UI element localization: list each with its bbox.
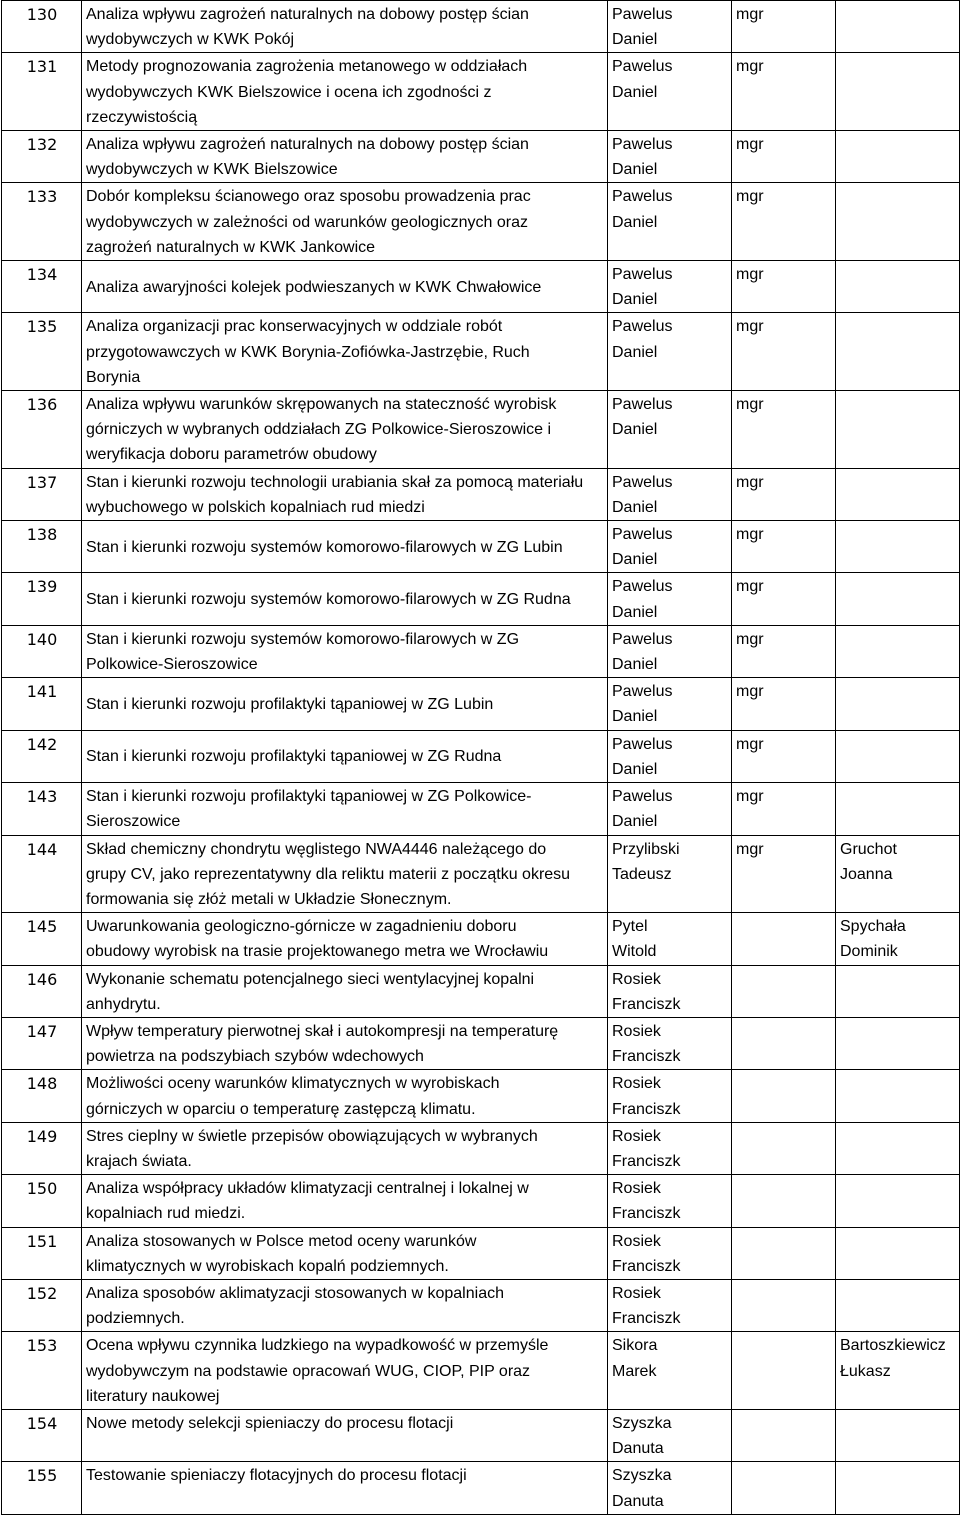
row-number: 133	[2, 183, 82, 261]
promoter-name-line: Rosiek	[612, 1127, 661, 1145]
row-number: 134	[2, 261, 82, 313]
degree-label: mgr	[732, 131, 836, 183]
promoter-name-line: Pawelus	[612, 318, 673, 336]
promoter-name	[608, 678, 732, 730]
thesis-title-line: weryfikacja doboru parametrów obudowy	[86, 446, 377, 464]
reviewer-name	[836, 573, 960, 625]
promoter-name-line: Pytel	[612, 918, 648, 936]
degree-label: mgr	[732, 313, 836, 391]
thesis-title	[82, 1279, 608, 1331]
promoter-name	[608, 1122, 732, 1174]
promoter-name	[608, 1175, 732, 1227]
promoter-name-line: Franciszk	[612, 1048, 681, 1066]
promoter-name	[608, 965, 732, 1017]
degree-label: mgr	[732, 783, 836, 835]
promoter-name	[608, 783, 732, 835]
promoter-name-line: Pawelus	[612, 526, 673, 544]
reviewer-name-line: Joanna	[840, 865, 893, 883]
thesis-title-line: wydobywczych w KWK Bielszowice	[86, 161, 338, 179]
thesis-table-body	[2, 1, 960, 1515]
table-row	[2, 1122, 960, 1174]
promoter-name-line: Pawelus	[612, 683, 673, 701]
thesis-title	[82, 730, 608, 782]
thesis-title	[82, 391, 608, 469]
promoter-name-line: Daniel	[612, 656, 658, 674]
thesis-title-line: podziemnych.	[86, 1310, 185, 1328]
thesis-title-line: kopalniach rud miedzi.	[86, 1205, 246, 1223]
reviewer-name-line: Gruchot	[840, 840, 897, 858]
promoter-name-line: Pawelus	[612, 266, 673, 284]
thesis-title-line: krajach świata.	[86, 1152, 192, 1170]
thesis-title	[82, 521, 608, 573]
thesis-title-line: Ocena wpływu czynnika ludzkiego na wypadkowość w przemyśle	[86, 1337, 549, 1355]
reviewer-name	[836, 391, 960, 469]
table-row	[2, 625, 960, 677]
reviewer-name	[836, 783, 960, 835]
row-number: 141	[2, 678, 82, 730]
thesis-title	[82, 573, 608, 625]
thesis-title-line: Stan i kierunki rozwoju systemów komorowo-filarowych w ZG	[86, 630, 520, 648]
degree-label: mgr	[732, 391, 836, 469]
degree-label: mgr	[732, 468, 836, 520]
promoter-name-line: Rosiek	[612, 1232, 661, 1250]
reviewer-name-line: Bartoszkiewicz	[840, 1337, 946, 1355]
thesis-title	[82, 625, 608, 677]
promoter-name-line: Daniel	[612, 343, 658, 361]
degree-label	[732, 1332, 836, 1410]
promoter-name-line: Szyszka	[612, 1414, 672, 1432]
reviewer-name	[836, 730, 960, 782]
thesis-title-line: Stan i kierunki rozwoju profilaktyki tąpaniowej w ZG Lubin	[86, 695, 494, 713]
degree-label: mgr	[732, 835, 836, 913]
thesis-title	[82, 1175, 608, 1227]
promoter-name-line: Pawelus	[612, 735, 673, 753]
thesis-title-line: Testowanie spieniaczy flotacyjnych do procesu flotacji	[86, 1467, 467, 1485]
degree-label	[732, 913, 836, 965]
thesis-title-line: Analiza awaryjności kolejek podwieszanych w KWK Chwałowice	[86, 278, 542, 296]
promoter-name-line: Danuta	[612, 1440, 664, 1458]
promoter-name-line: Witold	[612, 943, 657, 961]
promoter-name	[608, 1017, 732, 1069]
thesis-title-line: klimatycznych w wyrobiskach kopalń podziemnych.	[86, 1257, 449, 1275]
thesis-title-line: Wykonanie schematu potencjalnego sieci wentylacyjnej kopalni	[86, 970, 535, 988]
promoter-name-line: Franciszk	[612, 1152, 681, 1170]
reviewer-name	[836, 835, 960, 913]
degree-label	[732, 1462, 836, 1514]
table-row	[2, 1227, 960, 1279]
promoter-name-line: Daniel	[612, 83, 658, 101]
table-row	[2, 730, 960, 782]
row-number: 146	[2, 965, 82, 1017]
table-row	[2, 783, 960, 835]
thesis-title-line: grupy CV, jako reprezentatywny dla reliktu materii z początku okresu	[86, 865, 571, 883]
promoter-name	[608, 730, 732, 782]
degree-label	[732, 965, 836, 1017]
degree-label	[732, 1227, 836, 1279]
table-row	[2, 1409, 960, 1461]
degree-label	[732, 1017, 836, 1069]
row-number: 144	[2, 835, 82, 913]
promoter-name-line: Daniel	[612, 161, 658, 179]
promoter-name	[608, 391, 732, 469]
promoter-name	[608, 835, 732, 913]
degree-label: mgr	[732, 261, 836, 313]
promoter-name-line: Franciszk	[612, 1205, 681, 1223]
thesis-table	[1, 0, 960, 1515]
thesis-title	[82, 1, 608, 53]
reviewer-name	[836, 1227, 960, 1279]
row-number: 138	[2, 521, 82, 573]
table-row	[2, 261, 960, 313]
reviewer-name	[836, 1175, 960, 1227]
promoter-name-line: Szyszka	[612, 1467, 672, 1485]
reviewer-name	[836, 678, 960, 730]
thesis-title-line: wydobywczym na podstawie opracowań WUG, CIOP, PIP oraz	[86, 1362, 531, 1380]
thesis-title-line: zagrożeń naturalnych w KWK Jankowice	[86, 238, 376, 256]
table-row	[2, 835, 960, 913]
thesis-title	[82, 131, 608, 183]
thesis-title-line: Dobór kompleksu ścianowego oraz sposobu prowadzenia prac	[86, 188, 531, 206]
promoter-name	[608, 468, 732, 520]
thesis-title-line: wybuchowego w polskich kopalniach rud miedzi	[86, 498, 425, 516]
thesis-title-line: Skład chemiczny chondrytu węglistego NWA4446 należącego do	[86, 840, 547, 858]
row-number: 131	[2, 53, 82, 131]
thesis-title-line: Stan i kierunki rozwoju profilaktyki tąpaniowej w ZG Polkowice-	[86, 788, 532, 806]
row-number: 149	[2, 1122, 82, 1174]
table-row	[2, 678, 960, 730]
thesis-title-line: wydobywczych w KWK Pokój	[86, 31, 295, 49]
table-row	[2, 313, 960, 391]
table-row	[2, 521, 960, 573]
promoter-name	[608, 521, 732, 573]
promoter-name-line: Pawelus	[612, 188, 673, 206]
reviewer-name-line: Spychała	[840, 918, 906, 936]
degree-label	[732, 1409, 836, 1461]
degree-label: mgr	[732, 53, 836, 131]
reviewer-name	[836, 261, 960, 313]
thesis-title-line: Analiza wpływu zagrożeń naturalnych na dobowy postęp ścian	[86, 6, 529, 23]
reviewer-name	[836, 1279, 960, 1331]
promoter-name-line: Rosiek	[612, 970, 661, 988]
promoter-name-line: Franciszk	[612, 1100, 681, 1118]
thesis-title	[82, 913, 608, 965]
thesis-title-line: Stan i kierunki rozwoju systemów komorowo-filarowych w ZG Rudna	[86, 591, 571, 609]
table-row	[2, 468, 960, 520]
thesis-title-line: wydobywczych w zależności od warunków geologicznych oraz	[86, 213, 528, 231]
thesis-title	[82, 1409, 608, 1461]
reviewer-name	[836, 1017, 960, 1069]
reviewer-name	[836, 131, 960, 183]
thesis-title	[82, 783, 608, 835]
promoter-name-line: Pawelus	[612, 473, 673, 491]
promoter-name-line: Pawelus	[612, 788, 673, 806]
reviewer-name	[836, 1, 960, 53]
promoter-name-line: Daniel	[612, 31, 658, 49]
row-number: 155	[2, 1462, 82, 1514]
promoter-name-line: Franciszk	[612, 995, 681, 1013]
degree-label: mgr	[732, 730, 836, 782]
promoter-name	[608, 1409, 732, 1461]
thesis-title-line: Analiza wpływu zagrożeń naturalnych na dobowy postęp ścian	[86, 136, 529, 154]
table-row	[2, 183, 960, 261]
table-row	[2, 1279, 960, 1331]
thesis-title-line: Stan i kierunki rozwoju technologii urabiania skał za pomocą materiału	[86, 473, 584, 491]
degree-label	[732, 1175, 836, 1227]
promoter-name-line: Pawelus	[612, 630, 673, 648]
thesis-title-line: przygotowawczych w KWK Borynia-Zofiówka-Jastrzębie, Ruch	[86, 343, 530, 361]
promoter-name-line: Pawelus	[612, 58, 673, 76]
thesis-title	[82, 1462, 608, 1514]
promoter-name	[608, 1, 732, 53]
thesis-title-line: obudowy wyrobisk na trasie projektowanego metra we Wrocławiu	[86, 943, 549, 961]
promoter-name-line: Pawelus	[612, 6, 673, 23]
thesis-title-line: Analiza współpracy układów klimatyzacji centralnej i lokalnej w	[86, 1180, 529, 1198]
reviewer-name	[836, 53, 960, 131]
thesis-title-line: Możliwości oceny warunków klimatycznych w wyrobiskach	[86, 1075, 500, 1093]
row-number: 151	[2, 1227, 82, 1279]
thesis-title-line: Analiza sposobów aklimatyzacji stosowanych w kopalniach	[86, 1284, 504, 1302]
thesis-title	[82, 1227, 608, 1279]
promoter-name-line: Daniel	[612, 603, 658, 621]
reviewer-name	[836, 1122, 960, 1174]
row-number: 150	[2, 1175, 82, 1227]
thesis-title	[82, 261, 608, 313]
thesis-title	[82, 1332, 608, 1410]
promoter-name-line: Franciszk	[612, 1257, 681, 1275]
table-row	[2, 965, 960, 1017]
promoter-name	[608, 261, 732, 313]
reviewer-name	[836, 965, 960, 1017]
thesis-title-line: rzeczywistością	[86, 108, 198, 126]
degree-label	[732, 1122, 836, 1174]
thesis-title-line: Analiza wpływu warunków skrępowanych na stateczność wyrobisk	[86, 396, 557, 414]
thesis-title-line: Uwarunkowania geologiczno-górnicze w zagadnieniu doboru	[86, 918, 517, 936]
table-row	[2, 1462, 960, 1514]
promoter-name	[608, 1462, 732, 1514]
promoter-name-line: Rosiek	[612, 1022, 661, 1040]
row-number: 154	[2, 1409, 82, 1461]
thesis-title-line: Wpływ temperatury pierwotnej skał i autokompresji na temperaturę	[86, 1022, 559, 1040]
promoter-name-line: Pawelus	[612, 578, 673, 596]
thesis-title-line: Stres cieplny w świetle przepisów obowiązujących w wybranych	[86, 1127, 538, 1145]
promoter-name-line: Franciszk	[612, 1310, 681, 1328]
degree-label: mgr	[732, 625, 836, 677]
thesis-title	[82, 1070, 608, 1122]
degree-label: mgr	[732, 521, 836, 573]
reviewer-name-line: Łukasz	[840, 1362, 891, 1380]
table-row	[2, 1175, 960, 1227]
thesis-title-line: górniczych w oparciu o temperaturę zastępczą klimatu.	[86, 1100, 476, 1118]
promoter-name-line: Danuta	[612, 1492, 664, 1510]
reviewer-name	[836, 1070, 960, 1122]
table-row	[2, 1070, 960, 1122]
degree-label: mgr	[732, 1, 836, 53]
promoter-name-line: Daniel	[612, 813, 658, 831]
promoter-name-line: Rosiek	[612, 1180, 661, 1198]
thesis-title-line: Polkowice-Sieroszowice	[86, 656, 258, 674]
thesis-title-line: Borynia	[86, 368, 141, 386]
table-row	[2, 391, 960, 469]
promoter-name-line: Rosiek	[612, 1284, 661, 1302]
degree-label	[732, 1279, 836, 1331]
table-row	[2, 53, 960, 131]
row-number: 132	[2, 131, 82, 183]
promoter-name-line: Pawelus	[612, 136, 673, 154]
thesis-title-line: Stan i kierunki rozwoju systemów komorowo-filarowych w ZG Lubin	[86, 538, 563, 556]
degree-label: mgr	[732, 678, 836, 730]
thesis-title	[82, 1017, 608, 1069]
promoter-name	[608, 131, 732, 183]
row-number: 130	[2, 1, 82, 53]
row-number: 142	[2, 730, 82, 782]
row-number: 152	[2, 1279, 82, 1331]
thesis-title	[82, 313, 608, 391]
promoter-name-line: Sikora	[612, 1337, 658, 1355]
thesis-title	[82, 965, 608, 1017]
promoter-name-line: Daniel	[612, 708, 658, 726]
table-row	[2, 1017, 960, 1069]
promoter-name	[608, 1070, 732, 1122]
thesis-title	[82, 1122, 608, 1174]
promoter-name-line: Daniel	[612, 551, 658, 569]
reviewer-name	[836, 913, 960, 965]
reviewer-name	[836, 313, 960, 391]
reviewer-name	[836, 1409, 960, 1461]
table-row	[2, 1332, 960, 1410]
thesis-title-line: Sieroszowice	[86, 813, 181, 831]
reviewer-name	[836, 183, 960, 261]
reviewer-name	[836, 521, 960, 573]
row-number: 139	[2, 573, 82, 625]
reviewer-name	[836, 1462, 960, 1514]
promoter-name-line: Daniel	[612, 291, 658, 309]
degree-label: mgr	[732, 573, 836, 625]
degree-label: mgr	[732, 183, 836, 261]
promoter-name	[608, 913, 732, 965]
promoter-name-line: Przylibski	[612, 840, 680, 858]
thesis-title-line: Nowe metody selekcji spieniaczy do procesu flotacji	[86, 1414, 454, 1432]
thesis-title	[82, 678, 608, 730]
thesis-title-line: literatury naukowej	[86, 1387, 220, 1405]
degree-label	[732, 1070, 836, 1122]
thesis-title-line: powietrza na podszybiach szybów wdechowych	[86, 1048, 424, 1066]
promoter-name	[608, 53, 732, 131]
row-number: 136	[2, 391, 82, 469]
table-row	[2, 131, 960, 183]
thesis-title-line: anhydrytu.	[86, 995, 161, 1013]
reviewer-name-line: Dominik	[840, 943, 898, 961]
promoter-name-line: Rosiek	[612, 1075, 661, 1093]
promoter-name-line: Marek	[612, 1362, 657, 1380]
thesis-title-line: Analiza organizacji prac konserwacyjnych w oddziale robót	[86, 318, 503, 336]
promoter-name	[608, 1227, 732, 1279]
reviewer-name	[836, 625, 960, 677]
promoter-name	[608, 313, 732, 391]
promoter-name-line: Daniel	[612, 421, 658, 439]
promoter-name	[608, 573, 732, 625]
reviewer-name	[836, 468, 960, 520]
row-number: 140	[2, 625, 82, 677]
promoter-name-line: Daniel	[612, 213, 658, 231]
thesis-title-line: górniczych w wybranych oddziałach ZG Polkowice-Sieroszowice i	[86, 421, 552, 439]
thesis-title-line: wydobywczych KWK Bielszowice i ocena ich zgodności z	[86, 83, 492, 101]
thesis-title-line: formowania się złóż metali w Układzie Słonecznym.	[86, 890, 452, 908]
promoter-name-line: Tadeusz	[612, 865, 672, 883]
promoter-name	[608, 625, 732, 677]
row-number: 153	[2, 1332, 82, 1410]
row-number: 143	[2, 783, 82, 835]
thesis-title-line: Metody prognozowania zagrożenia metanowego w oddziałach	[86, 58, 528, 76]
row-number: 145	[2, 913, 82, 965]
table-row	[2, 1, 960, 53]
promoter-name	[608, 1279, 732, 1331]
row-number: 135	[2, 313, 82, 391]
thesis-title	[82, 53, 608, 131]
table-row	[2, 573, 960, 625]
promoter-name-line: Daniel	[612, 498, 658, 516]
thesis-title-line: Analiza stosowanych w Polsce metod oceny warunków	[86, 1232, 477, 1250]
row-number: 147	[2, 1017, 82, 1069]
thesis-title	[82, 183, 608, 261]
row-number: 148	[2, 1070, 82, 1122]
reviewer-name	[836, 1332, 960, 1410]
promoter-name	[608, 1332, 732, 1410]
thesis-title	[82, 468, 608, 520]
thesis-title	[82, 835, 608, 913]
table-row	[2, 913, 960, 965]
promoter-name	[608, 183, 732, 261]
promoter-name-line: Daniel	[612, 760, 658, 778]
row-number: 137	[2, 468, 82, 520]
thesis-title-line: Stan i kierunki rozwoju profilaktyki tąpaniowej w ZG Rudna	[86, 748, 502, 766]
promoter-name-line: Pawelus	[612, 396, 673, 414]
